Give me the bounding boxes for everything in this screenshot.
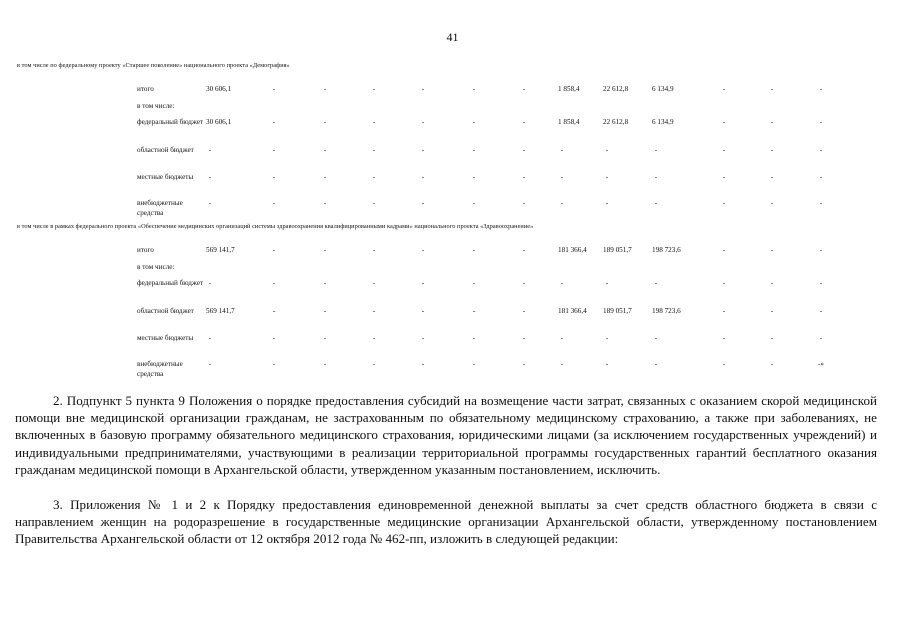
table-cell: - xyxy=(819,85,823,93)
table-cell: - xyxy=(522,360,526,368)
table-cell: - xyxy=(722,173,726,181)
table-cell: - xyxy=(372,360,376,368)
table-cell: - xyxy=(421,279,425,287)
table-cell: - xyxy=(372,85,376,93)
table-cell: - xyxy=(272,360,276,368)
table-cell: - xyxy=(372,307,376,315)
table-cell: - xyxy=(421,246,425,254)
table-cell: - xyxy=(421,118,425,126)
table-cell: - xyxy=(770,334,774,342)
row-label: итого xyxy=(137,85,154,93)
table-cell: - xyxy=(372,146,376,154)
table-cell: - xyxy=(372,334,376,342)
table-cell: - xyxy=(421,334,425,342)
table-cell: 198 723,6 xyxy=(652,307,681,315)
table-cell: - xyxy=(819,173,823,181)
table-cell: - xyxy=(472,334,476,342)
table-cell: - xyxy=(819,199,823,207)
table-cell: - xyxy=(372,279,376,287)
table-cell: - xyxy=(722,279,726,287)
section-title: в том числе в рамках федерального проекта «Обеспечение медицинских организаций системы здравоохранения квалифицированными кадрами» национального проекта «Здравоохранение» xyxy=(17,223,534,230)
table-cell: - xyxy=(722,199,726,207)
table-cell: - xyxy=(522,246,526,254)
table-cell: - xyxy=(770,246,774,254)
table-cell: - xyxy=(472,246,476,254)
table-cell: - xyxy=(272,118,276,126)
table-cell: - xyxy=(654,199,658,207)
table-cell: - xyxy=(605,279,609,287)
table-cell: - xyxy=(654,173,658,181)
table-cell: - xyxy=(208,146,212,154)
table-cell: - xyxy=(472,199,476,207)
table-cell: - xyxy=(605,334,609,342)
table-cell: - xyxy=(272,334,276,342)
table-cell: 22 612,8 xyxy=(603,118,629,126)
table-cell: - xyxy=(472,307,476,315)
table-cell: - xyxy=(560,146,564,154)
table-cell: - xyxy=(323,199,327,207)
table-cell: - xyxy=(472,279,476,287)
table-cell: - xyxy=(722,146,726,154)
table-row xyxy=(0,173,905,193)
table-cell: - xyxy=(272,85,276,93)
table-cell: - xyxy=(770,279,774,287)
table-cell: 181 366,4 xyxy=(558,246,587,254)
table-cell: - xyxy=(272,246,276,254)
table-row xyxy=(0,146,905,166)
table-cell: - xyxy=(522,279,526,287)
table-cell: 569 141,7 xyxy=(206,246,235,254)
table-cell: 6 134,9 xyxy=(652,85,674,93)
table-cell: - xyxy=(654,146,658,154)
table-cell: - xyxy=(208,334,212,342)
table-cell: - xyxy=(272,146,276,154)
table-cell: - xyxy=(323,246,327,254)
table-cell: - xyxy=(323,118,327,126)
table-cell: - xyxy=(770,360,774,368)
paragraph-2: 2. Подпункт 5 пункта 9 Положения о порядке предоставления субсидий на возмещение части затрат, связанных с оказанием скорой медицинской помощи вне медицинской организации гражданам, не застрахованным по обязательному медицинскому страхованию, а также при заболеваниях, не включенных в базовую программу обязательного медицинского страхования, юридическими лицами (за исключением государственных учреждений) и индивидуальными предпринимателями, участвующими в реализации территориальной программы государственных гарантий бесплатного оказания гражданам медицинской помощи в Архангельской области, утвержденном указанным постановлением, исключить. xyxy=(15,393,877,477)
table-cell: - xyxy=(372,246,376,254)
table-row xyxy=(0,279,905,299)
table-cell: - xyxy=(272,307,276,315)
table-cell: - xyxy=(372,199,376,207)
table-cell: -» xyxy=(818,360,824,368)
table-cell: - xyxy=(522,199,526,207)
row-label: итого xyxy=(137,246,154,254)
row-label: областной бюджет xyxy=(137,146,194,154)
table-cell: - xyxy=(654,279,658,287)
table-cell: - xyxy=(560,360,564,368)
page-number: 41 xyxy=(446,30,459,44)
table-cell: - xyxy=(522,146,526,154)
table-cell: - xyxy=(560,334,564,342)
table-cell: - xyxy=(421,360,425,368)
row-label: внебюджетные средства xyxy=(137,360,183,378)
table-cell: 30 606,1 xyxy=(206,118,232,126)
table-cell: - xyxy=(208,360,212,368)
table-cell: - xyxy=(522,307,526,315)
table-cell: - xyxy=(421,199,425,207)
table-cell: - xyxy=(722,246,726,254)
table-cell: - xyxy=(560,279,564,287)
table-cell: - xyxy=(323,360,327,368)
table-cell: - xyxy=(421,146,425,154)
table-cell: 1 858,4 xyxy=(558,85,580,93)
row-label: федеральный бюджет xyxy=(137,279,204,287)
table-cell: - xyxy=(421,173,425,181)
table-cell: - xyxy=(272,173,276,181)
table-cell: - xyxy=(522,118,526,126)
table-cell: - xyxy=(654,334,658,342)
row-label: местные бюджеты xyxy=(137,173,194,181)
table-cell: - xyxy=(208,199,212,207)
table-cell: - xyxy=(722,85,726,93)
table-cell: - xyxy=(605,360,609,368)
section-title: в том числе по федеральному проекту «Старшее поколение» национального проекта «Демография» xyxy=(17,62,290,69)
table-cell: - xyxy=(605,199,609,207)
row-label: в том числе: xyxy=(137,263,175,271)
table-cell: 22 612,8 xyxy=(603,85,629,93)
row-label: областной бюджет xyxy=(137,307,194,315)
table-row xyxy=(0,334,905,354)
table-cell: - xyxy=(770,146,774,154)
table-row xyxy=(0,360,905,380)
table-row xyxy=(0,199,905,219)
table-cell: - xyxy=(323,334,327,342)
table-cell: - xyxy=(722,118,726,126)
paragraph-3: 3. Приложения № 1 и 2 к Порядку предоставления единовременной денежной выплаты за счет средств областного бюджета в связи с направлением женщин на родоразрешение в государственные медицинские организации Архангельской области, утвержденному постановлением Правительства Архангельской области от 12 октября 2012 года № 462-пп, изложить в следующей редакции: xyxy=(15,497,877,547)
table-cell: - xyxy=(421,307,425,315)
table-cell: - xyxy=(272,199,276,207)
table-cell: - xyxy=(770,199,774,207)
table-cell: - xyxy=(323,279,327,287)
table-row xyxy=(0,118,905,138)
row-label: в том числе: xyxy=(137,102,175,110)
row-label: внебюджетные средства xyxy=(137,199,183,217)
table-cell: - xyxy=(372,173,376,181)
table-cell: - xyxy=(770,118,774,126)
table-cell: 189 051,7 xyxy=(603,307,632,315)
table-cell: - xyxy=(819,246,823,254)
table-cell: - xyxy=(654,360,658,368)
table-cell: - xyxy=(208,279,212,287)
table-cell: 6 134,9 xyxy=(652,118,674,126)
table-cell: - xyxy=(323,307,327,315)
table-cell: - xyxy=(819,118,823,126)
table-cell: - xyxy=(522,173,526,181)
table-cell: - xyxy=(472,118,476,126)
table-cell: - xyxy=(819,146,823,154)
row-label: местные бюджеты xyxy=(137,334,194,342)
table-cell: - xyxy=(522,334,526,342)
table-cell: - xyxy=(323,173,327,181)
table-cell: 569 141,7 xyxy=(206,307,235,315)
table-cell: - xyxy=(560,173,564,181)
table-cell: - xyxy=(472,360,476,368)
table-cell: - xyxy=(323,146,327,154)
row-label: федеральный бюджет xyxy=(137,118,204,126)
table-cell: - xyxy=(722,334,726,342)
table-cell: - xyxy=(722,360,726,368)
table-cell: 198 723,6 xyxy=(652,246,681,254)
table-cell: - xyxy=(819,334,823,342)
table-cell: - xyxy=(819,307,823,315)
table-cell: - xyxy=(472,173,476,181)
table-cell: - xyxy=(722,307,726,315)
table-cell: - xyxy=(770,173,774,181)
table-cell: - xyxy=(272,279,276,287)
table-cell: 1 858,4 xyxy=(558,118,580,126)
table-cell: - xyxy=(522,85,526,93)
table-cell: - xyxy=(472,146,476,154)
table-cell: - xyxy=(605,146,609,154)
table-cell: - xyxy=(770,307,774,315)
table-cell: - xyxy=(372,118,376,126)
table-cell: 189 051,7 xyxy=(603,246,632,254)
table-row xyxy=(0,307,905,327)
table-cell: - xyxy=(770,85,774,93)
table-cell: - xyxy=(208,173,212,181)
table-cell: - xyxy=(819,279,823,287)
table-cell: 30 606,1 xyxy=(206,85,232,93)
table-cell: - xyxy=(323,85,327,93)
table-cell: - xyxy=(605,173,609,181)
table-cell: - xyxy=(560,199,564,207)
table-cell: 181 366,4 xyxy=(558,307,587,315)
table-cell: - xyxy=(472,85,476,93)
table-cell: - xyxy=(421,85,425,93)
